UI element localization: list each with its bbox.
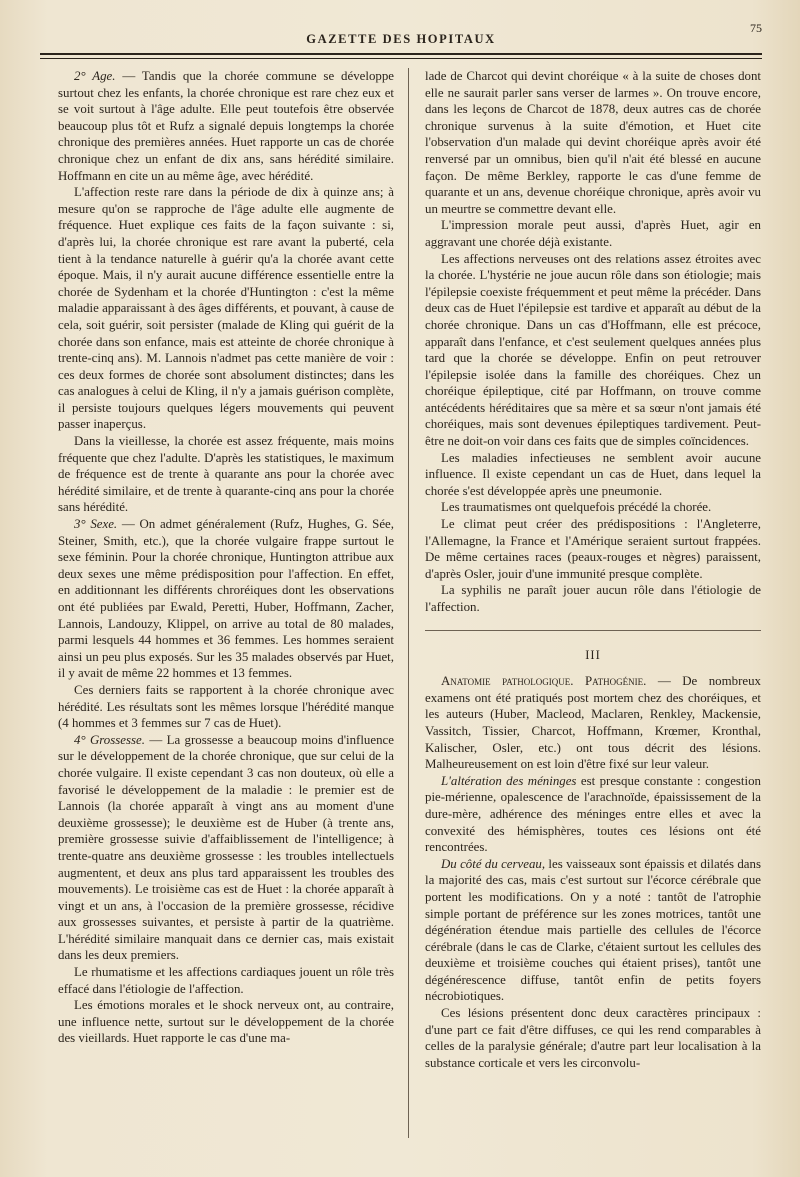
- section-heading: III: [585, 647, 601, 662]
- paragraph: [425, 450, 761, 500]
- paragraph: [58, 682, 394, 732]
- page-number: 75: [750, 21, 762, 35]
- page-header: [40, 18, 762, 62]
- paragraph-text: La syphilis ne paraît jouer aucun rôle dans l'étiologie de l'affection.: [425, 583, 761, 614]
- paragraph: [425, 1005, 761, 1071]
- paragraph-text: Le rhumatisme et les affections cardiaques jouent un rôle très effacé dans l'étiologie de l'affection.: [58, 965, 394, 996]
- paragraph-lead: Du côté du cerveau,: [441, 856, 546, 871]
- paragraph-text: — De nombreux examens ont été pratiqués post mortem chez des choréiques, et les auteurs (Huber, Macleod, Maclaren, Renkley, Mackensie, Vassitch, Tissier, Charcot, Hoffmann, Krœmer, Kronthal, Kalischer, Osler, etc.) ont tous décrit des lésions. Malheureusement on est loin d'être fixé sur leur valeur.: [425, 674, 761, 772]
- paragraph: [425, 516, 761, 582]
- paragraph-text: — On admet généralement (Rufz, Hughes, G. Sée, Steiner, Smith, etc.), que la chorée vulgaire frappe surtout le sexe féminin. Pour la chorée chronique, Huntington attribue aux deux sexes une même prédisposition pour l'affection. En effet, en additionnant les différents chroréiques dont les observations ont été publiées par Ewald, Peretti, Huber, Hoffmann, Zacher, Lannois, Landouzy, Klippel, on arrive au total de 80 malades, parmi lesquels 44 hommes et 36 femmes. Les hommes seraient ainsi un peu plus exposés. Sur les 35 malades observés par Huet, il y avait de même 22 hommes et 13 femmes.: [58, 517, 394, 681]
- paragraph-text: L'affection reste rare dans la période de dix à quinze ans; à mesure qu'on se rapproche de l'âge adulte elle augmente de fréquence. Huet explique ces faits de la façon suivante : si, d'après lui, la chorée chronique est rare avant la puberté, cela tient à la tendance naturelle à guérir qu'a la chorée avant cette époque. Mais, il n'y aurait aucune différence essentielle entre la chorée de Sydenham et la chorée d'Huntington : c'est la même maladie apparaissant à des âges différents, et pouvant, à cause de cela, soit guérir, soit persister (malade de Kling qui guérit de la chorée dans son enfance, mais est atteinte de chorée chronique à trente-cinq ans). M. Lannois n'admet pas cette manière de voir : ces deux formes de chorée sont absolument distinctes; dans les cas analogues à celui de Kling, il n'y a jamais guérison complète, il persiste toujours quelques légers mouvements qui peuvent passer inaperçus.: [58, 185, 394, 432]
- header-rule-thin: [40, 58, 762, 59]
- header-rule-thick: [40, 53, 762, 55]
- paragraph-text: Les traumatismes ont quelquefois précédé la chorée.: [441, 500, 712, 515]
- paragraph-text: les vaisseaux sont épaissis et dilatés dans la majorité des cas, mais c'est surtout sur l'écorce cérébrale que portent les modifications. On y a noté : tantôt de l'atrophie simple portant de préférence sur les zones motrices, tantôt une dégénération étendue mais partielle des cellules de l'écorce cérébrale (dans le cas de Clarke, c'étaient surtout les cellules des deuxième et troisième couches qui étaient prises), tantôt une dégénérescence diffuse, tantôt enfin de petits foyers nécrobiotiques.: [425, 856, 761, 1004]
- paragraph: [425, 251, 761, 450]
- paragraph: [58, 433, 394, 516]
- paragraph: [58, 184, 394, 433]
- paragraph: [58, 732, 394, 964]
- paragraph-text: Le climat peut créer des prédispositions : l'Angleterre, l'Allemagne, la France et l'Amérique seraient surtout frappées. De même certaines races (peaux-rouges et nègres) paraissent, d'après Osler, jouir d'une immunité presque complète.: [425, 517, 761, 581]
- section-divider: [425, 630, 761, 631]
- paragraph-lead: L'altération des méninges: [441, 773, 577, 788]
- paragraph-text: lade de Charcot qui devint choréique « à la suite de choses dont elle ne saurait parler sans verser de larmes ». On trouve encore, dans les leçons de Charcot de 1878, deux autres cas de chorée chronique survenus à la suite d'émotion, et Huet cite l'observation d'un malade qui devint choréique après avoir été renversé par un omnibus, bien qu'il n'ait été blessé en aucune façon. De même Berkley, rapporte le cas d'une femme de quarante et un ans, devenue choréique chronique, après avoir vu un meurtre se commettre devant elle.: [425, 69, 761, 216]
- paragraph-lead: 4° Grossesse.: [74, 732, 145, 747]
- paragraph-text: Dans la vieillesse, la chorée est assez fréquente, mais moins fréquente que chez l'adulte. D'après les statistiques, le maximum de fréquence est de trente à quarante ans pour la chorée avec hérédité similaire, et de trente à quarante-cinq ans pour la chorée sans hérédité.: [58, 434, 394, 515]
- paragraph-text: L'impression morale peut aussi, d'après Huet, agir en aggravant une chorée déjà existante.: [425, 218, 761, 249]
- paragraph-text: — Tandis que la chorée commune se développe surtout chez les enfants, la chorée chronique est rare chez eux et se voit surtout à l'âge adulte. Elle peut toutefois être observée beaucoup plus tôt et Rufz a signalé depuis longtemps la chorée chronique des premières années. Huet rapporte un cas de chorée chronique chez un enfant de dix ans, sans hérédité similaire. Hoffmann en cite un au même âge, avec hérédité.: [58, 69, 394, 183]
- paragraph: [425, 856, 761, 1005]
- paragraph-text: Ces derniers faits se rapportent à la chorée chronique avec hérédité. Les résultats sont les mêmes lorsque l'hérédité manque (4 hommes et 3 femmes sur 7 cas de Huet).: [58, 682, 394, 731]
- paragraph-text: Les maladies infectieuses ne semblent avoir aucune influence. Il existe cependant un cas de Huet, dans lequel la chorée s'est développée après une pneumonie.: [425, 450, 761, 498]
- paragraph-text: est presque constante : congestion pie-mérienne, opalescence de l'arachnoïde, épaississement de la dure-mère, adhérence des méninges entre elles et avec la convexité des hémisphères, toutes ces lésions ont été rencontrées.: [425, 773, 761, 855]
- paragraph-text: Les affections nerveuses ont des relations assez étroites avec la chorée. L'hystérie ne joue aucun rôle dans son étiologie; mais l'épilepsie coexiste fréquemment et peut même la précéder. Dans deux cas de Huet l'épilepsie est tardive et apparaît au début de la chorée chronique. Dans un cas d'Hoffmann, elle est précoce, apparaît dans l'enfance, et c'est seulement quelques années plus tard que la chorée se développe. Enfin on peut retrouver l'épilepsie isolée dans la famille des choréiques. Chez un choréique épileptique, cité par Hoffmann, on trouve comme antécédents héréditaires que sa mère et sa sœur n'ont jamais été choréiques, mais sont devenues épileptiques tardivement. Peut-être ne doit-on voir dans ces faits que de simples coïncidences.: [425, 251, 761, 449]
- paragraph: [58, 68, 394, 184]
- paragraph: [425, 673, 761, 773]
- paragraph: [425, 499, 761, 516]
- paragraph-text: Les émotions morales et le shock nerveux ont, au contraire, une influence nette, surtout sur le développement de la chorée des vieillards. Huet rapporte le cas d'une ma-: [58, 998, 394, 1046]
- paragraph-lead: 2° Age.: [74, 69, 116, 83]
- right-column: [425, 68, 761, 1148]
- paragraph: [58, 997, 394, 1047]
- paragraph: [425, 582, 761, 615]
- left-column: [58, 68, 394, 1148]
- paragraph: [425, 773, 761, 856]
- paragraph-text: — La grossesse a beaucoup moins d'influence sur le développement de la chorée chronique, que sur celui de la chorée vulgaire. Il existe cependant 3 cas non douteux, où elle a favorisé le développement de la maladie : le premier est de Lannois (la chorée apparaît à vingt ans au moment d'une deuxième grossesse); le deuxième est de Huber (à trente ans, première grossesse suivie d'affaiblissement de l'intelligence; à trente-quatre ans deuxième grossesse : les troubles intellectuels augmentent, et deux ans plus tard apparaissent les troubles des mouvements). Le troisième cas est de Huet : la chorée apparaît à vingt et un ans, à l'occasion de la première grossesse, récidive aux grossesses suivantes, et persiste à partir de la quatrième. L'hérédité similaire manquait dans ce dernier cas, mais existait dans les deux premiers.: [58, 732, 394, 963]
- paragraph-lead: Anatomie pathologique. Pathogénie.: [441, 674, 647, 689]
- paragraph: [58, 516, 394, 682]
- column-divider: [408, 68, 409, 1138]
- paragraph: [425, 217, 761, 250]
- paragraph-text: Ces lésions présentent donc deux caractères principaux : d'une part ce fait d'être diffuses, ce qui les rend comparables à celles de la paralysie générale; d'autre part leur localisation à la substance corticale et vers les circonvolu-: [425, 1006, 761, 1070]
- running-title: GAZETTE DES HOPITAUX: [306, 32, 496, 46]
- paragraph: [425, 68, 761, 217]
- paragraph: [58, 964, 394, 997]
- paragraph-lead: 3° Sexe.: [74, 517, 118, 532]
